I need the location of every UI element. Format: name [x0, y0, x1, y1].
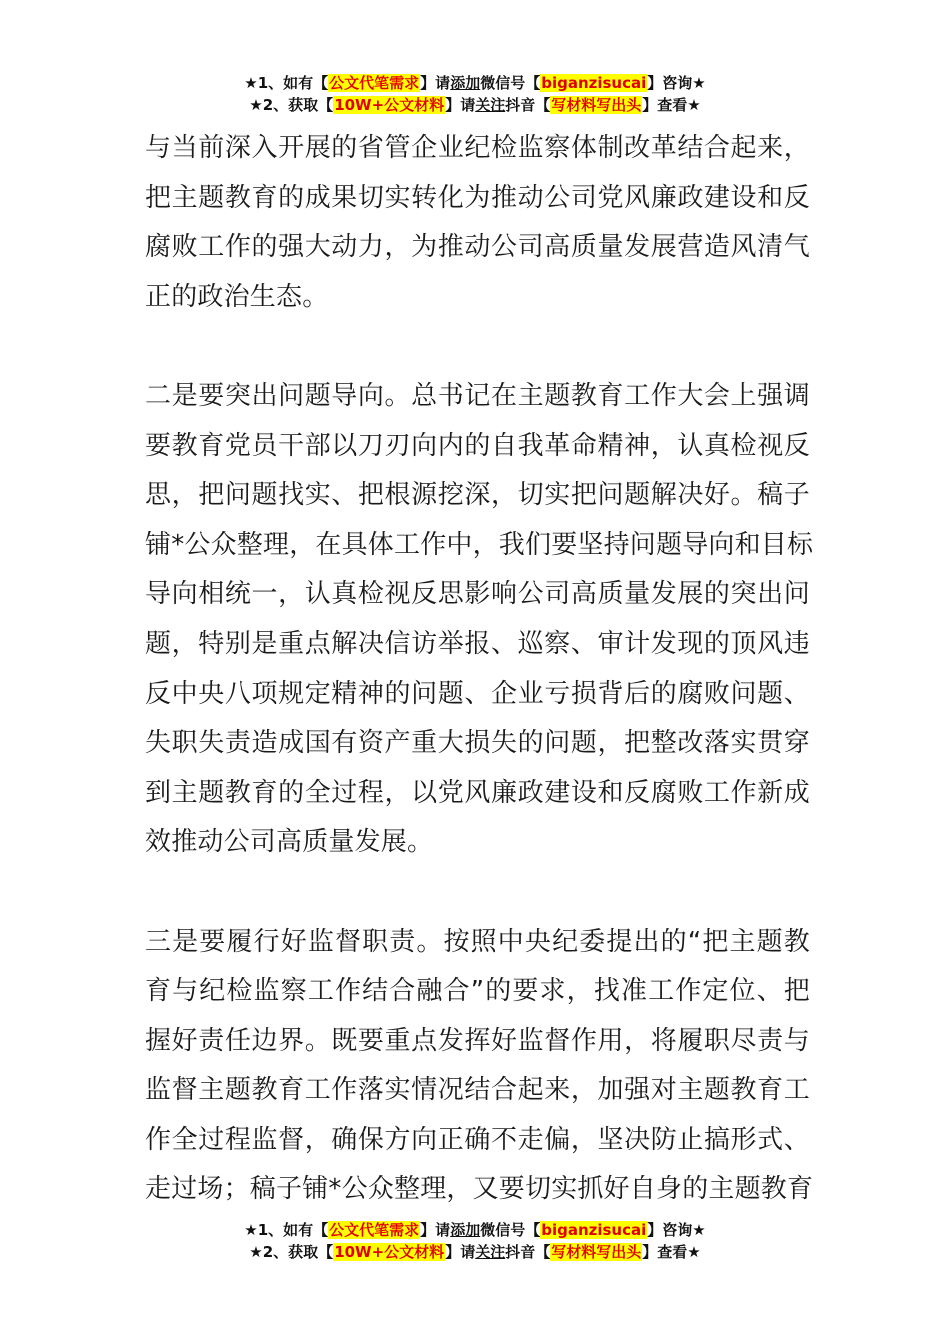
text-line: 育与纪检监察工作结合融合”的要求，找准工作定位、把: [145, 976, 810, 1007]
notice-highlight: 公文代笔需求: [329, 1221, 420, 1239]
header-notice: [0, 72, 950, 116]
text-line: 与当前深入开展的省管企业纪检监察体制改革结合起来，: [145, 133, 810, 163]
wechat-id-highlight: biganzisucai: [541, 74, 647, 92]
text-line: 效推动公司高质量发展。: [145, 827, 434, 858]
text-line: 把主题教育的成果切实转化为推动公司党风廉政建设和反: [145, 182, 810, 213]
text-line: 作全过程监督，确保方向正确不走偏，坚决防止搞形式、: [145, 1124, 810, 1155]
douyin-id-highlight: 写材料写出头: [551, 96, 642, 114]
text-line: 监督主题教育工作落实情况结合起来，加强对主题教育工: [145, 1075, 810, 1106]
text-line: 到主题教育的全过程，以党风廉政建设和反腐败工作新成: [145, 777, 810, 808]
paragraph-2: [145, 372, 814, 868]
text-line: 思，把问题找实、把根源挖深，切实把问题解决好。稿子: [145, 480, 810, 511]
douyin-id-highlight: 写材料写出头: [551, 1243, 642, 1261]
paragraph-3: [145, 918, 814, 1216]
text-line: 铺*公众整理，在具体工作中，我们要坚持问题导向和目标: [145, 529, 814, 560]
text-line: 腐败工作的强大动力，为推动公司高质量发展营造风清气: [145, 232, 810, 263]
text-line: 三是要履行好监督职责。按照中央纪委提出的“把主题教: [145, 926, 810, 957]
text-line: 反中央八项规定精神的问题、企业亏损背后的腐败问题、: [145, 678, 810, 709]
notice-line-1: ★1、如有【公文代笔需求】请添加微信号【biganzisucai】咨询★: [244, 1221, 706, 1239]
text-line: 失职失责造成国有资产重大损失的问题，把整改落实贯穿: [145, 728, 810, 759]
text-line: 正的政治生态。: [145, 281, 329, 312]
footer-notice: [0, 1219, 950, 1263]
text-line: 走过场；稿子铺*公众整理，又要切实抓好自身的主题教育: [145, 1174, 814, 1205]
notice-highlight: 10W+公文材料: [334, 96, 445, 114]
text-line: 题，特别是重点解决信访举报、巡察、审计发现的顶风违: [145, 628, 810, 659]
text-line: 二是要突出问题导向。总书记在主题教育工作大会上强调: [145, 380, 810, 411]
notice-line-2: ★2、获取【10W+公文材料】请关注抖音【写材料写出头】查看★: [249, 96, 701, 114]
text-line: 导向相统一，认真检视反思影响公司高质量发展的突出问: [145, 579, 810, 610]
notice-highlight: 10W+公文材料: [334, 1243, 445, 1261]
text-line: 要教育党员干部以刀刃向内的自我革命精神，认真检视反: [145, 430, 810, 461]
text-line: 握好责任边界。既要重点发挥好监督作用，将履职尽责与: [145, 1025, 810, 1056]
document-body: [145, 124, 814, 1215]
notice-line-2: ★2、获取【10W+公文材料】请关注抖音【写材料写出头】查看★: [249, 1243, 701, 1261]
notice-line-1: ★1、如有【公文代笔需求】请添加微信号【biganzisucai】咨询★: [244, 74, 706, 92]
notice-highlight: 公文代笔需求: [329, 74, 420, 92]
paragraph-1: [145, 124, 810, 322]
wechat-id-highlight: biganzisucai: [541, 1221, 647, 1239]
